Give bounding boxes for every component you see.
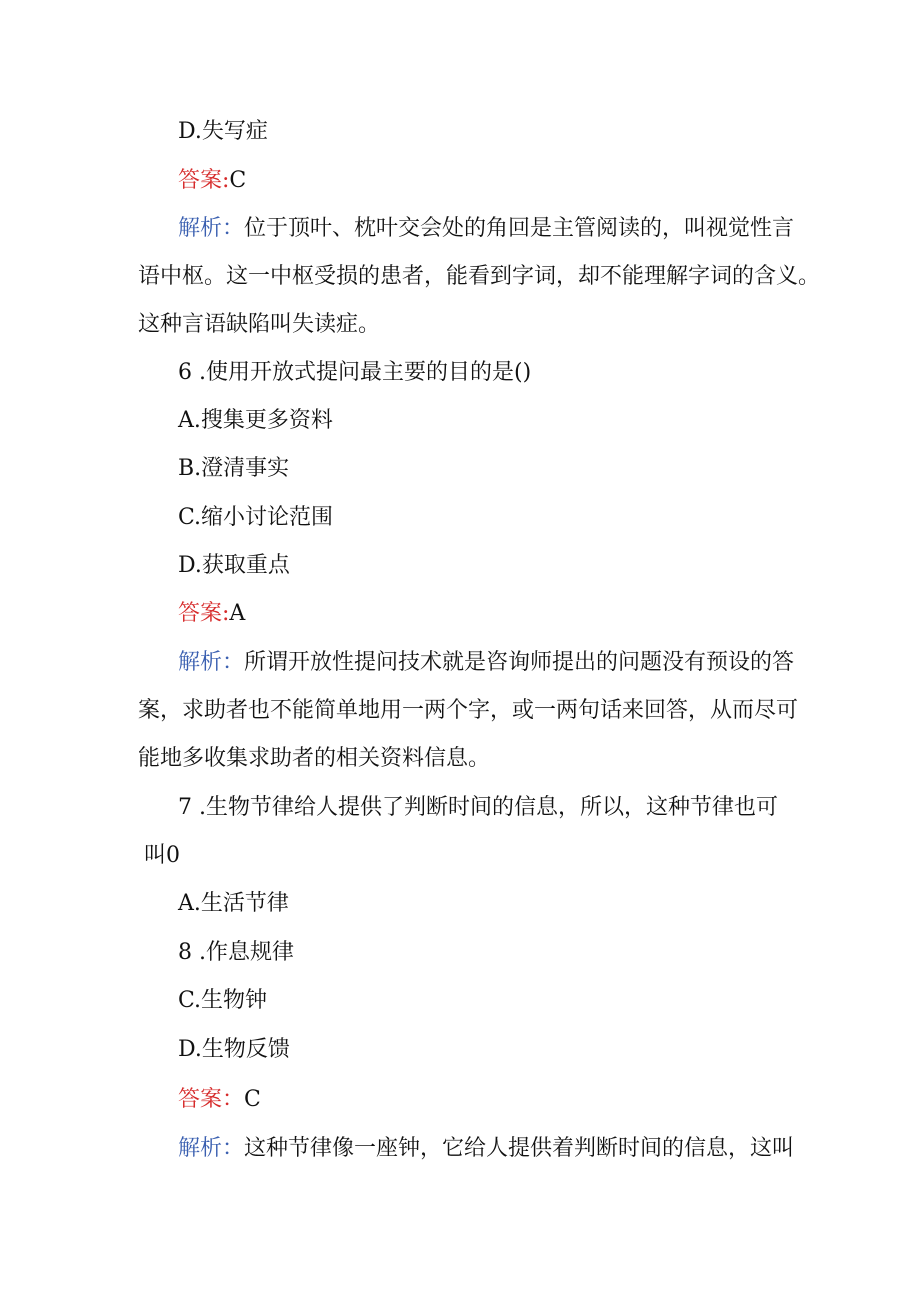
answer-label: 答案:: [178, 601, 230, 626]
q7-option-c: C.生物钟: [178, 988, 268, 1013]
q5-answer: [178, 166, 246, 196]
answer-label: 答案:: [178, 168, 230, 193]
analysis-label: 解析：: [178, 216, 245, 241]
q5-analysis-line-2: 语中枢。这一中枢受损的患者，能看到字词，却不能理解字词的含义。: [138, 264, 821, 289]
q6-analysis-line-1: [178, 648, 794, 678]
analysis-label: 解析：: [178, 650, 245, 675]
analysis-label: 解析：: [178, 1136, 245, 1161]
q6-option-b: B.澄清事实: [178, 456, 290, 481]
q6-option-d: D.获取重点: [178, 553, 290, 578]
answer-value: A: [229, 601, 246, 626]
q7-stem-line-1: 7 .生物节律给人提供了判断时间的信息，所以，这种节律也可: [178, 795, 778, 820]
q6-analysis-line-2: 案，求助者也不能简单地用一两个字，或一两句话来回答，从而尽可: [138, 698, 799, 723]
q7-option-d: D.生物反馈: [178, 1037, 290, 1062]
answer-value: C: [229, 168, 247, 193]
q7-stem-line-2: 叫0: [144, 843, 180, 868]
q6-option-c: C.缩小讨论范围: [178, 505, 334, 530]
q6-stem: 6 .使用开放式提问最主要的目的是(): [178, 360, 532, 385]
q5-option-d: D.失写症: [178, 119, 268, 144]
q6-analysis-line-3: 能地多收集求助者的相关资料信息。: [138, 746, 491, 771]
answer-value: C: [244, 1087, 261, 1112]
q7-option-b: 8 .作息规律: [178, 940, 294, 965]
analysis-text: 这种节律像一座钟，它给人提供着判断时间的信息，这叫: [244, 1136, 795, 1161]
q5-analysis-line-1: [178, 214, 794, 244]
q6-option-a: A.搜集更多资料: [178, 408, 333, 433]
q6-answer: [178, 599, 245, 629]
q7-option-a: A.生活节律: [178, 891, 289, 916]
q5-analysis-line-3: 这种言语缺陷叫失读症。: [138, 312, 381, 337]
analysis-text: 位于顶叶、枕叶交会处的角回是主管阅读的，叫视觉性言: [244, 216, 795, 241]
q7-analysis-line-1: [178, 1134, 794, 1164]
answer-label: 答案：: [178, 1087, 245, 1112]
q7-answer: [178, 1085, 261, 1115]
analysis-text: 所谓开放性提问技术就是咨询师提出的问题没有预设的答: [244, 650, 795, 675]
